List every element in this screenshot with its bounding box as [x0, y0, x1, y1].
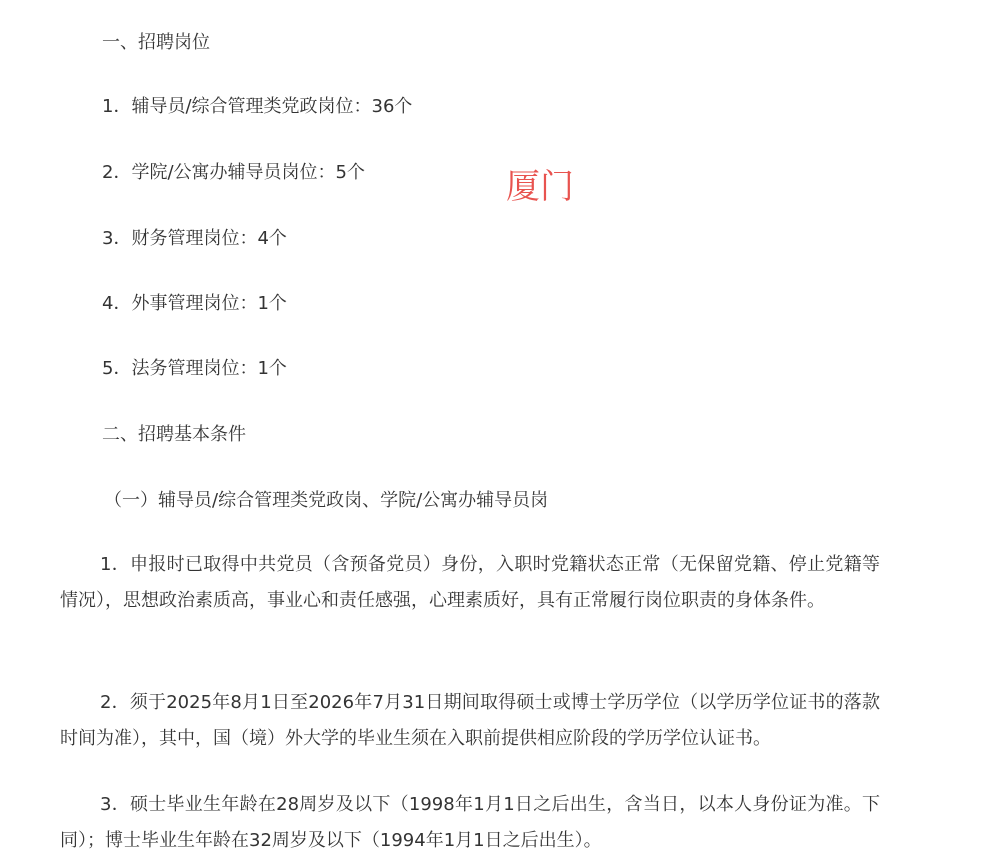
position-item-1: 1．辅导员/综合管理类党政岗位：36个 — [102, 96, 413, 117]
section-heading-positions: 一、招聘岗位 — [102, 32, 210, 53]
condition-paragraph-2: 2．须于2025年8月1日至2026年7月31日期间取得硕士或博士学历学位（以学历学位证书的落款时间为准），其中，国（境）外大学的毕业生须在入职前提供相应阶段的学历学位认证书。 — [60, 692, 880, 749]
sub-heading-counselor: （一）辅导员/综合管理类党政岗、学院/公寓办辅导员岗 — [104, 490, 549, 511]
condition-paragraph-1: 1．申报时已取得中共党员（含预备党员）身份，入职时党籍状态正常（无保留党籍、停止党籍等情况），思想政治素质高，事业心和责任感强，心理素质好，具有正常履行岗位职责的身体条件。 — [60, 554, 880, 611]
condition-paragraph-3: 3．硕士毕业生年龄在28周岁及以下（1998年1月1日之后出生，含当日，以本人身份证为准。下同）；博士毕业生年龄在32周岁及以下（1994年1月1日之后出生）。 — [60, 794, 880, 851]
watermark-text: 厦门 — [506, 167, 574, 207]
position-item-3: 3．财务管理岗位：4个 — [102, 228, 287, 249]
section-heading-conditions: 二、招聘基本条件 — [102, 424, 246, 445]
position-item-4: 4．外事管理岗位：1个 — [102, 293, 287, 314]
position-item-2: 2．学院/公寓办辅导员岗位：5个 — [102, 162, 365, 183]
position-item-5: 5．法务管理岗位：1个 — [102, 358, 287, 379]
